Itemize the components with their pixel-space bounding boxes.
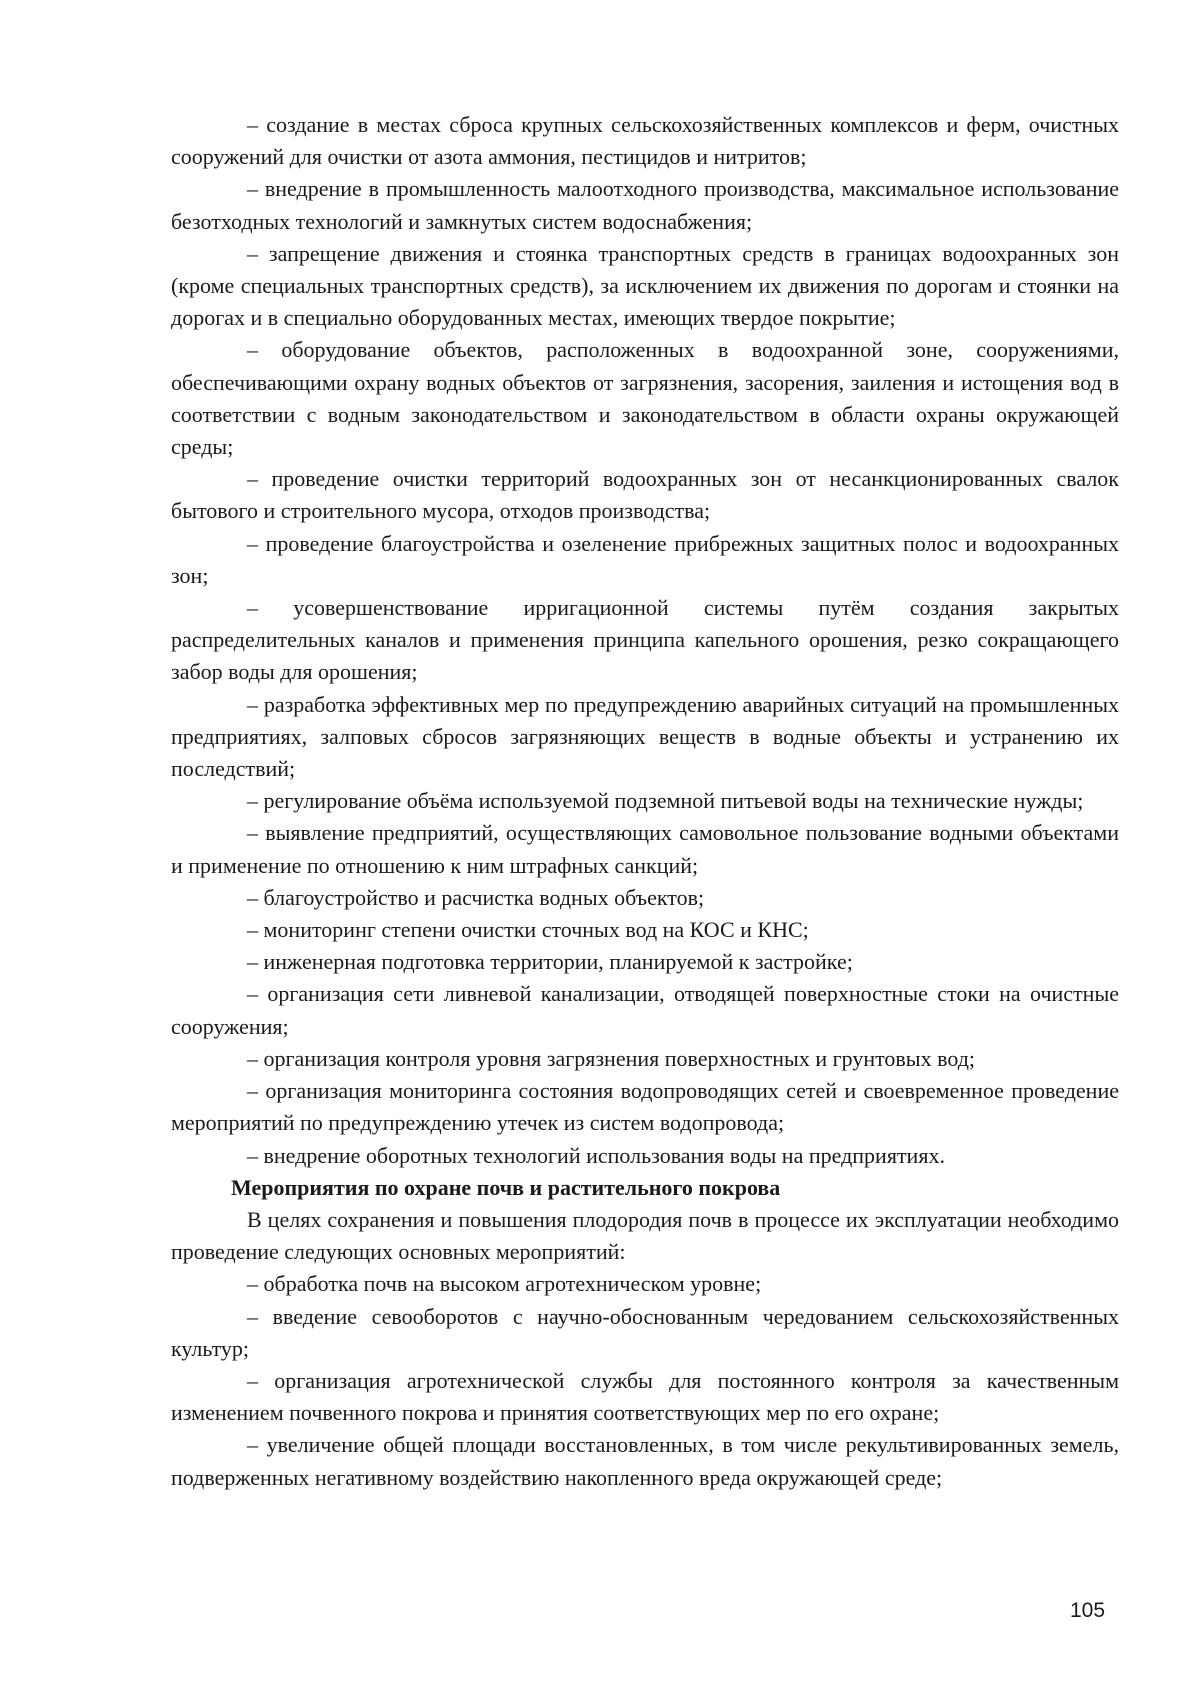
list-item: – оборудование объектов, расположенных в водоохранной зоне, сооружениями, обеспечивающими охрану водных объектов от загрязнения, засорения, заиления и истощения вод в соответствии с водным законодательством и законодательством в области охраны окружающей среды; — [171, 334, 1119, 463]
page-number: 105 — [1070, 1599, 1106, 1622]
water-protection-list — [171, 109, 1119, 1172]
list-item: – разработка эффективных мер по предупреждению аварийных ситуаций на промышленных предприятиях, залповых сбросов загрязняющих веществ в водные объекты и устранению их последствий; — [171, 689, 1119, 786]
list-item: – запрещение движения и стоянка транспортных средств в границах водоохранных зон (кроме специальных транспортных средств), за исключением их движения по дорогам и стоянки на дорогах и в специально оборудованных местах, имеющих твердое покрытие; — [171, 238, 1119, 335]
list-item: – регулирование объёма используемой подземной питьевой воды на технические нужды; — [171, 785, 1119, 817]
list-item: – организация контроля уровня загрязнения поверхностных и грунтовых вод; — [171, 1043, 1119, 1075]
soil-protection-list — [171, 1268, 1119, 1493]
list-item: – инженерная подготовка территории, планируемой к застройке; — [171, 946, 1119, 978]
list-item: – внедрение оборотных технологий использования воды на предприятиях. — [171, 1140, 1119, 1172]
list-item: – создание в местах сброса крупных сельскохозяйственных комплексов и ферм, очистных сооружений для очистки от азота аммония, пестицидов и нитритов; — [171, 109, 1119, 173]
list-item: – увеличение общей площади восстановленных, в том числе рекультивированных земель, подверженных негативному воздействию накопленного вреда окружающей среде; — [171, 1429, 1119, 1493]
list-item: – организация мониторинга состояния водопроводящих сетей и своевременное проведение мероприятий по предупреждению утечек из систем водопровода; — [171, 1075, 1119, 1139]
list-item: – проведение благоустройства и озеленение прибрежных защитных полос и водоохранных зон; — [171, 528, 1119, 592]
list-item: – обработка почв на высоком агротехническом уровне; — [171, 1268, 1119, 1300]
list-item: – организация сети ливневой канализации, отводящей поверхностные стоки на очистные сооружения; — [171, 978, 1119, 1042]
list-item: – организация агротехнической службы для постоянного контроля за качественным изменением почвенного покрова и принятия соответствующих мер по его охране; — [171, 1365, 1119, 1429]
section-heading: Мероприятия по охране почв и растительного покрова — [231, 1174, 781, 1200]
list-item: – благоустройство и расчистка водных объектов; — [171, 882, 1119, 914]
list-item: – внедрение в промышленность малоотходного производства, максимальное использование безотходных технологий и замкнутых систем водоснабжения; — [171, 173, 1119, 237]
list-item: – мониторинг степени очистки сточных вод на КОС и КНС; — [171, 914, 1119, 946]
list-item: – введение севооборотов с научно-обоснованным чередованием сельскохозяйственных культур; — [171, 1301, 1119, 1365]
list-item: – выявление предприятий, осуществляющих самовольное пользование водными объектами и применение по отношению к ним штрафных санкций; — [171, 817, 1119, 881]
list-item: – усовершенствование ирригационной системы путём создания закрытых распределительных каналов и применения принципа капельного орошения, резко сокращающего забор воды для орошения; — [171, 592, 1119, 689]
list-item: – проведение очистки территорий водоохранных зон от несанкционированных свалок бытового и строительного мусора, отходов производства; — [171, 463, 1119, 527]
intro-paragraph: В целях сохранения и повышения плодородия почв в процессе их эксплуатации необходимо проведение следующих основных мероприятий: — [171, 1206, 1119, 1265]
document-page — [171, 109, 1119, 1494]
